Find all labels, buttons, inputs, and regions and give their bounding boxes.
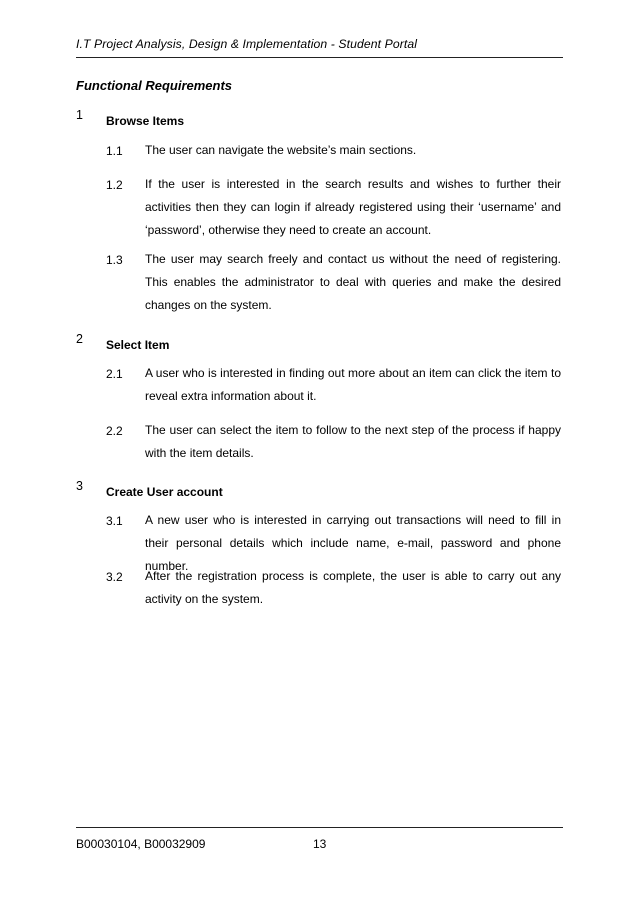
student-ids: B00030104, B00032909 — [76, 837, 206, 851]
item-text: A user who is interested in finding out more about an item can click the item to reveal extra information about it. — [145, 366, 561, 403]
item-text: After the registration process is complete, the user is able to carry out any activity on the system. — [145, 569, 561, 606]
item-number: 3.1 — [106, 514, 123, 528]
section-heading: Functional Requirements — [76, 78, 233, 93]
requirement-title: Select Item — [106, 338, 170, 352]
item-text: A new user who is interested in carrying out transactions will need to fill in their personal details which include name, e-mail, password and phone number. — [145, 513, 561, 573]
footer-rule — [76, 827, 563, 828]
item-number: 1.3 — [106, 253, 123, 267]
requirement-number: 3 — [76, 479, 83, 493]
document-title: I.T Project Analysis, Design & Implementation - Student Portal — [76, 37, 418, 51]
requirement-title: Browse Items — [106, 114, 185, 128]
requirement-number: 2 — [76, 332, 83, 346]
item-number: 1.2 — [106, 178, 123, 192]
item-number: 2.2 — [106, 424, 123, 438]
item-text: If the user is interested in the search results and wishes to further their activities then they can login if already registered using their ‘username’ and ‘password’, otherwise they need to create an account. — [145, 177, 561, 237]
requirement-title: Create User account — [106, 485, 223, 499]
requirement-number: 1 — [76, 108, 83, 122]
page-number: 13 — [313, 837, 327, 851]
item-text: The user can select the item to follow to the next step of the process if happy with the item details. — [145, 423, 561, 460]
item-text: The user may search freely and contact us without the need of registering. This enables the administrator to deal with queries and make the desired changes on the system. — [145, 252, 561, 312]
item-number: 2.1 — [106, 367, 123, 381]
header-rule — [76, 57, 563, 58]
item-number: 3.2 — [106, 570, 123, 584]
item-text: The user can navigate the website’s main sections. — [145, 143, 417, 157]
item-number: 1.1 — [106, 144, 123, 158]
